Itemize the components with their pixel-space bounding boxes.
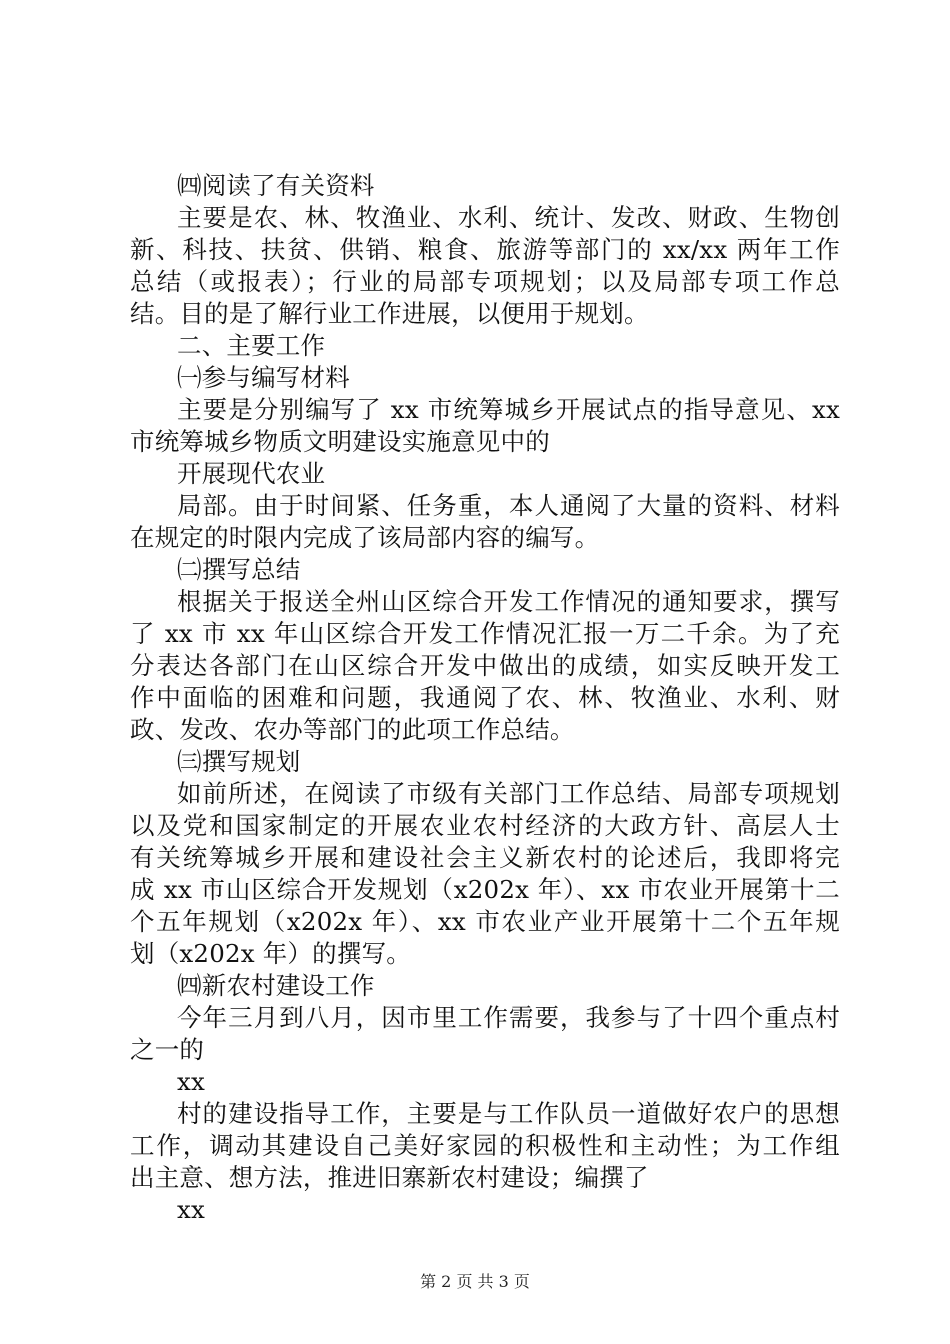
section-heading: ㈣阅读了有关资料 [177, 171, 375, 200]
paragraph-line: 总结（或报表）；行业的局部专项规划；以及局部专项工作总 [130, 267, 840, 296]
paragraph-line: 有关统筹城乡开展和建设社会主义新农村的论述后，我即将完 [130, 843, 840, 872]
paragraph-line: 市统筹城乡物质文明建设实施意见中的 [130, 427, 550, 456]
section-heading: ㈢撰写规划 [177, 747, 301, 776]
paragraph-line: 之一的 [130, 1035, 205, 1064]
paragraph-line: 个五年规划（x202x 年）、xx 市农业产业开展第十二个五年规 [130, 907, 840, 936]
paragraph-line: 根据关于报送全州山区综合开发工作情况的通知要求，撰写 [177, 587, 840, 616]
paragraph-line: 分表达各部门在山区综合开发中做出的成绩，如实反映开发工 [130, 651, 840, 680]
page-number-footer: 第 2 页 共 3 页 [420, 1272, 530, 1291]
paragraph-line: xx [177, 1067, 206, 1096]
paragraph-line: 结。目的是了解行业工作进展，以便用于规划。 [130, 299, 649, 328]
paragraph-line: 作中面临的困难和问题，我通阅了农、林、牧渔业、水利、财 [130, 683, 840, 712]
section-heading: ㈣新农村建设工作 [177, 971, 375, 1000]
paragraph-line: 今年三月到八月，因市里工作需要，我参与了十四个重点村 [177, 1003, 840, 1032]
paragraph-line: 划（x202x 年）的撰写。 [130, 939, 411, 968]
paragraph-line: 了 xx 市 xx 年山区综合开发工作情况汇报一万二千余。为了充 [130, 619, 840, 648]
section-heading: 二、主要工作 [177, 331, 326, 360]
paragraph-line: 开展现代农业 [177, 459, 326, 488]
paragraph-line: xx [177, 1195, 206, 1224]
paragraph-line: 在规定的时限内完成了该局部内容的编写。 [130, 523, 600, 552]
paragraph-line: 政、发改、农办等部门的此项工作总结。 [130, 715, 575, 744]
paragraph-line: 局部。由于时间紧、任务重，本人通阅了大量的资料、材料 [177, 491, 840, 520]
paragraph-line: 村的建设指导工作，主要是与工作队员一道做好农户的思想 [177, 1099, 840, 1128]
document-body [130, 170, 840, 1226]
paragraph-line: 主要是分别编写了 xx 市统筹城乡开展试点的指导意见、xx [177, 395, 840, 424]
paragraph-line: 主要是农、林、牧渔业、水利、统计、发改、财政、生物创 [177, 203, 840, 232]
section-heading: ㈠参与编写材料 [177, 363, 350, 392]
paragraph-line: 新、科技、扶贫、供销、粮食、旅游等部门的 xx/xx 两年工作 [130, 235, 840, 264]
paragraph-line: 工作，调动其建设自己美好家园的积极性和主动性；为工作组 [130, 1131, 840, 1160]
section-heading: ㈡撰写总结 [177, 555, 301, 584]
paragraph-line: 如前所述，在阅读了市级有关部门工作总结、局部专项规划 [177, 779, 840, 808]
paragraph-line: 以及党和国家制定的开展农业农村经济的大政方针、高层人士 [130, 811, 840, 840]
paragraph-line: 出主意、想方法，推进旧寨新农村建设；编撰了 [130, 1163, 649, 1192]
paragraph-line: 成 xx 市山区综合开发规划（x202x 年）、xx 市农业开展第十二 [130, 875, 840, 904]
